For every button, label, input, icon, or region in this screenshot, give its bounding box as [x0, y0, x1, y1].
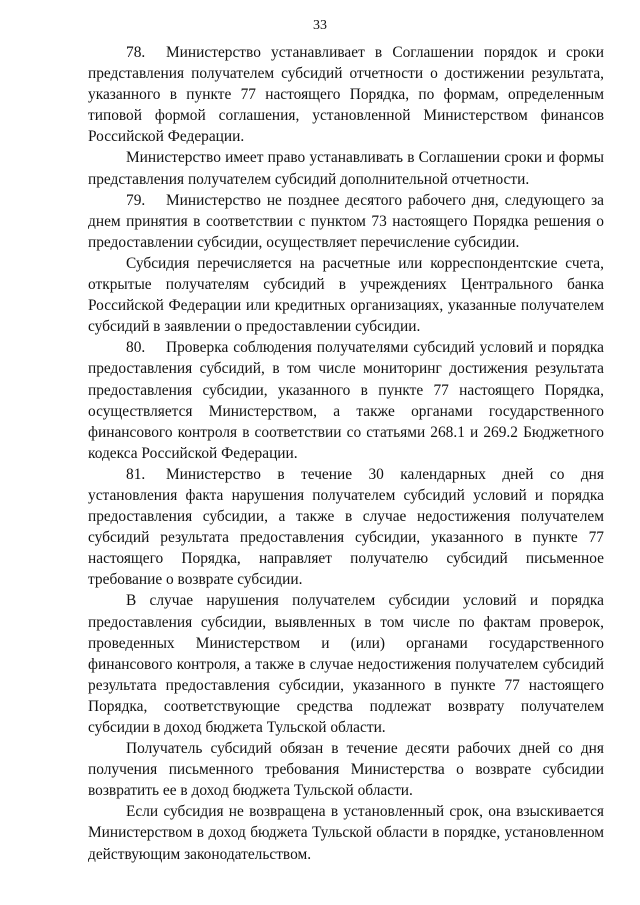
paragraph-81-violation-return [88, 590, 604, 738]
paragraph-81 [88, 464, 604, 591]
paragraph-text: Если субсидия не возвращена в установленный срок, она взыскивается Министерством в доход бюджета Тульской области в порядке, установленном действующим законодательством. [88, 803, 604, 863]
paragraph-text: Министерство в течение 30 календарных дней со дня установления факта нарушения получателем субсидий условий и порядка предоставления субсидии, а также в случае недостижения получателем субсидий результата предоставления субсидии, указанного в пункте 77 настоящего Порядка, направляет получателю субсидий письменное требование о возврате субсидии. [88, 465, 604, 589]
paragraph-80 [88, 337, 604, 464]
paragraph-78-additional-reporting [88, 147, 604, 189]
paragraph-number: 80. [126, 339, 146, 357]
paragraph-text: Субсидия перечисляется на расчетные или корреспондентские счета, открытые получателям субсидий в учреждениях Центрального банка Российской Федерации или кредитных организациях, указанные получателем субсидий в заявлении о предоставлении субсидии. [88, 254, 604, 336]
paragraph-text: Министерство имеет право устанавливать в Соглашении сроки и формы представления получателем субсидий дополнительной отчетности. [88, 149, 604, 188]
paragraph-79 [88, 190, 604, 253]
paragraph-number: 81. [126, 465, 146, 483]
paragraph-text: Министерство не позднее десятого рабочего дня, следующего за днем принятия в соответствии с пунктом 73 настоящего Порядка решения о предоставлении субсидии, осуществляет перечисление субсидии. [88, 191, 604, 251]
paragraph-text: Министерство устанавливает в Соглашении порядок и сроки представления получателем субсидий отчетности о достижении результата, указанного в пункте 77 настоящего Порядка, по формам, определенным типовой формой соглашения, установленной Министерством финансов Российской Федерации. [88, 44, 604, 146]
paragraph-78 [88, 42, 604, 147]
paragraph-81-enforced-recovery [88, 801, 604, 864]
paragraph-number: 78. [126, 44, 146, 61]
paragraph-81-return-deadline [88, 738, 604, 801]
paragraph-text: Проверка соблюдения получателями субсидий условий и порядка предоставления субсидий, в том числе мониторинг достижения результата предоставления субсидии, указанного в пункте 77 настоящего Порядка, осуществляется Министерством, а также органами государственного финансового контроля в соответствии со статьями 268.1 и 269.2 Бюджетного кодекса Российской Федерации. [88, 339, 604, 462]
document-body [88, 42, 604, 865]
paragraph-text: Получатель субсидий обязан в течение десяти рабочих дней со дня получения письменного требования Министерства о возврате субсидии возвратить ее в доход бюджета Тульской области. [88, 740, 604, 800]
paragraph-79-accounts [88, 253, 604, 337]
paragraph-text: В случае нарушения получателем субсидии условий и порядка предоставления субсидии, выявленных в том числе по фактам проверок, проведенных Министерством и (или) органами государственного финансового контроля, а также в случае недостижения получателем субсидий результата предоставления субсидии, указанного в пункте 77 настоящего Порядка, соответствующие средства подлежат возврату получателем субсидии в доход бюджета Тульской области. [88, 592, 604, 736]
paragraph-number: 79. [126, 191, 146, 209]
page-number: 33 [313, 18, 327, 33]
